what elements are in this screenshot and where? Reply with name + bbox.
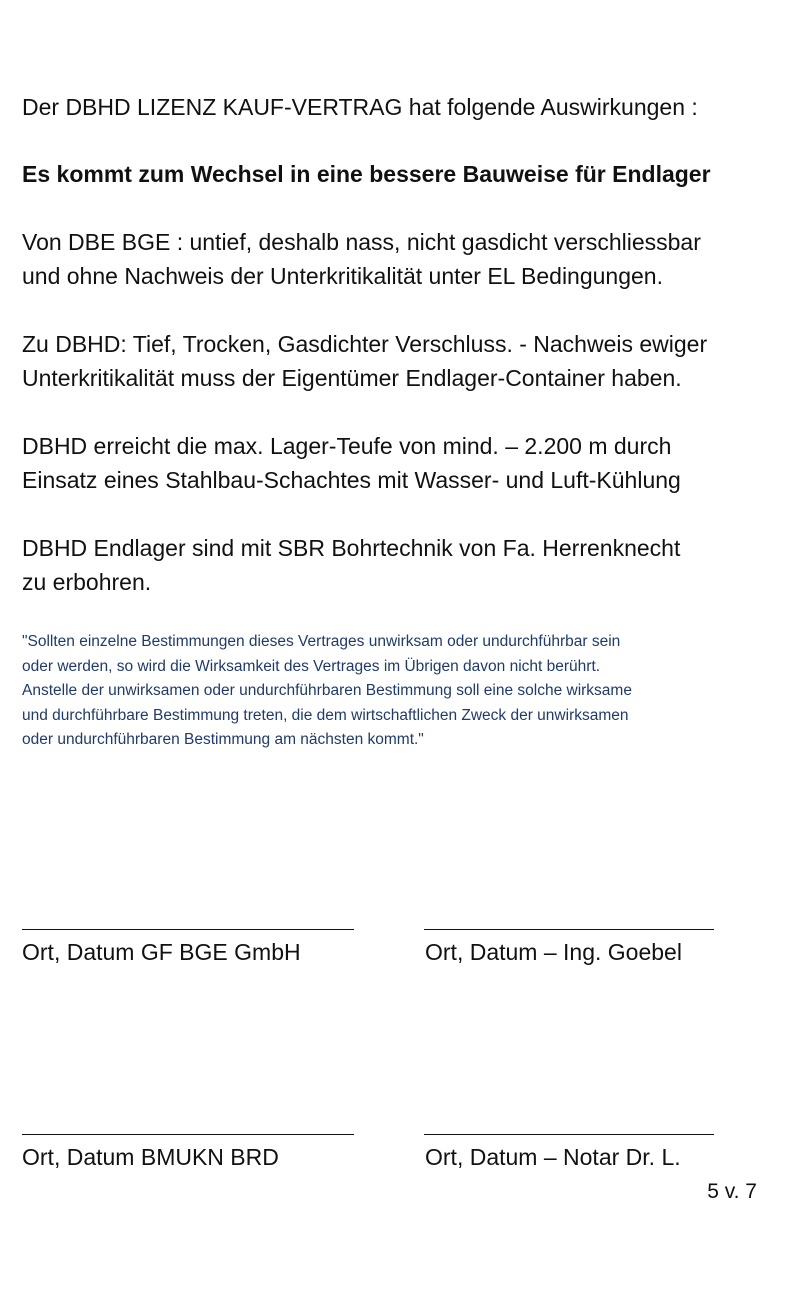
clause-line: oder undurchführbaren Bestimmung am nächsten kommt." xyxy=(22,731,424,748)
clause-line: oder werden, so wird die Wirksamkeit des Vertrages im Übrigen davon nicht berührt. xyxy=(22,657,601,675)
paragraph-dbe-bge xyxy=(22,225,701,293)
paragraph-line: und ohne Nachweis der Unterkritikalität unter EL Bedingungen. xyxy=(22,263,663,289)
paragraph-line: Zu DBHD: Tief, Trocken, Gasdichter Verschluss. - Nachweis ewiger xyxy=(22,331,708,357)
intro-text: Der DBHD LIZENZ KAUF-VERTRAG hat folgende Auswirkungen : xyxy=(22,94,698,120)
paragraph-line: DBHD Endlager sind mit SBR Bohrtechnik von Fa. Herrenknecht xyxy=(22,535,681,561)
clause-line: "Sollten einzelne Bestimmungen dieses Vertrages unwirksam oder undurchführbar sein xyxy=(22,633,621,650)
paragraph-line: Einsatz eines Stahlbau-Schachtes mit Wasser- und Luft-Kühlung xyxy=(22,467,681,493)
clause-line: und durchführbare Bestimmung treten, die dem wirtschaftlichen Zweck der unwirksamen xyxy=(22,706,629,724)
signature-line-notar xyxy=(424,1134,714,1135)
paragraph-line: Von DBE BGE : untief, deshalb nass, nicht gasdicht verschliessbar xyxy=(22,229,701,255)
signature-line-bge xyxy=(22,929,354,930)
paragraph-line: zu erbohren. xyxy=(22,569,152,595)
heading: Es kommt zum Wechsel in eine bessere Bauweise für Endlager xyxy=(22,161,711,187)
signature-line-goebel xyxy=(424,929,714,930)
signature-label-bge: Ort, Datum GF BGE GmbH xyxy=(22,939,301,965)
signature-label-goebel: Ort, Datum – Ing. Goebel xyxy=(425,939,682,965)
paragraph-lager-teufe xyxy=(22,429,681,497)
paragraph-sbr-bohrtechnik xyxy=(22,531,680,599)
page-number: 5 v. 7 xyxy=(707,1180,757,1203)
signature-line-bmukn xyxy=(22,1134,354,1135)
signature-label-notar: Ort, Datum – Notar Dr. L. xyxy=(425,1144,681,1170)
paragraph-line: Unterkritikalität muss der Eigentümer Endlager-Container haben. xyxy=(22,365,682,391)
severability-clause xyxy=(22,630,632,753)
paragraph-dbhd xyxy=(22,327,707,395)
paragraph-line: DBHD erreicht die max. Lager-Teufe von mind. – 2.200 m durch xyxy=(22,433,672,459)
signature-label-bmukn: Ort, Datum BMUKN BRD xyxy=(22,1144,279,1170)
clause-line: Anstelle der unwirksamen oder undurchführbaren Bestimmung soll eine solche wirksame xyxy=(22,682,632,699)
